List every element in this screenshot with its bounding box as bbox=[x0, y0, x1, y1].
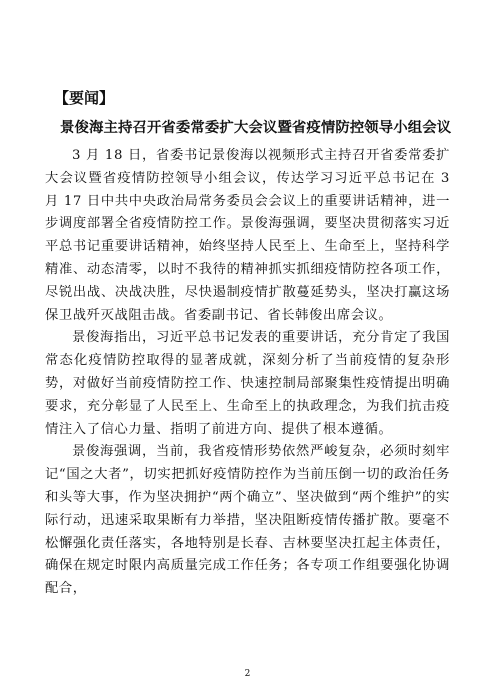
page-number: 2 bbox=[244, 669, 251, 679]
article-body bbox=[45, 145, 450, 601]
article-paragraph: 景俊海强调，当前，我省疫情形势依然严峻复杂，必须时刻牢记“国之大者”，切实把抓好疫情防控作为当前压倒一切的政治任务和头等大事，作为坚决拥护“两个确立”、坚决做到“两个维护”的实际行动，迅速采取果断有力举措，坚决阻断疫情传播扩散。要毫不松懈强化责任落实，各地特别是长春、吉林要坚决扛起主体责任，确保在规定时限内高质量完成工作任务；各专项工作组要强化协调配合， bbox=[45, 444, 450, 597]
article-paragraph: 景俊海指出，习近平总书记发表的重要讲话，充分肯定了我国常态化疫情防控取得的显著成就，深刻分析了当前疫情的复杂形势，对做好当前疫情防控工作、快速控制局部聚集性疫情提出明确要求，充分彰显了人民至上、生命至上的执政理念，为我们抗击疫情注入了信心力量、指明了前进方向、提供了根本遵循。 bbox=[45, 330, 450, 437]
article-headline: 景俊海主持召开省委常委扩大会议暨省疫情防控领导小组会议 bbox=[60, 120, 452, 136]
section-tag: 【要闻】 bbox=[54, 89, 115, 107]
article-paragraph: 3 月 18 日，省委书记景俊海以视频形式主持召开省委常委扩大会议暨省疫情防控领导小组会议，传达学习习近平总书记在 3 月 17 日中共中央政治局常务委员会会议上的重要讲话精神，进一步调度部署全省疫情防控工作。景俊海强调，要坚决贯彻落实习近平总书记重要讲话精神，始终坚持人民至上、生命至上，坚持科学精准、动态清零，以时不我待的精神抓实抓细疫情防控各项工作，尽锐出战、决战决胜，尽快遏制疫情扩散蔓延势头，坚决打赢这场保卫战歼灭战阻击战。省委副书记、省长韩俊出席会议。 bbox=[45, 148, 450, 323]
